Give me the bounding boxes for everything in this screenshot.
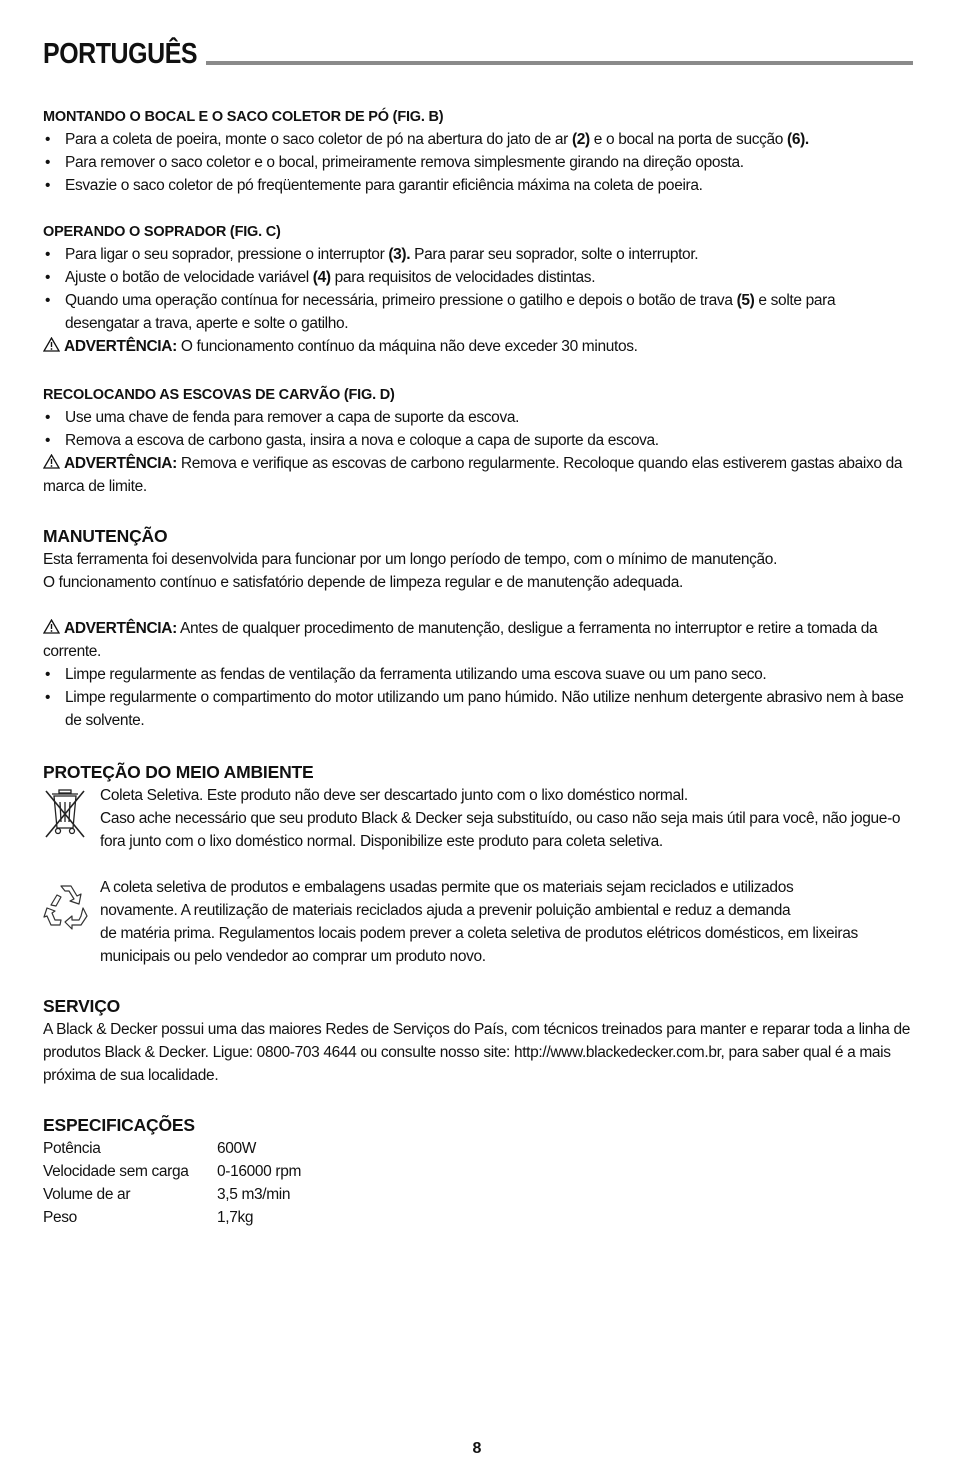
section-fig-b — [43, 106, 911, 197]
crossed-out-bin-icon — [43, 788, 87, 847]
section-heading: SERVIÇO — [43, 996, 121, 1016]
list-item: • Limpe regularmente o compartimento do motor utilizando um pano húmido. Não utilize nenhum detergente abrasivo nem à base de solvente. — [43, 686, 911, 732]
paragraph: Caso ache necessário que seu produto Black & Decker seja substituído, ou caso não seja mais útil para você, não jogue-o fora junto com o lixo doméstico normal. Disponibilize este produto para coleta seletiva. — [100, 810, 901, 850]
paragraph-line: A coleta seletiva de produtos e embalagens usadas permite que os materiais sejam reciclados e utilizados — [100, 879, 794, 896]
list-item: • Esvazie o saco coletor de pó freqüentemente para garantir eficiência máxima na coleta de poeira. — [43, 174, 911, 197]
section-fig-d — [43, 384, 911, 498]
section-heading: MANUTENÇÃO — [43, 526, 168, 546]
section-especificacoes — [43, 1113, 911, 1229]
list-item: • Para ligar o seu soprador, pressione o interruptor (3). Para parar seu soprador, solte o interruptor. — [43, 243, 911, 266]
section-heading: MONTANDO O BOCAL E O SACO COLETOR DE PÓ (FIG. B) — [43, 109, 444, 125]
warning-label: ADVERTÊNCIA: — [64, 455, 177, 472]
section-heading: PROTEÇÃO DO MEIO AMBIENTE — [43, 762, 314, 782]
list-item: • Para remover o saco coletor e o bocal, primeiramente remova simplesmente girando na direção oposta. — [43, 151, 911, 174]
warning-label: ADVERTÊNCIA: — [64, 620, 177, 637]
warning-triangle-icon — [43, 453, 60, 468]
paragraph: Coleta Seletiva. Este produto não deve ser descartado junto com o lixo doméstico normal. — [100, 787, 688, 804]
warning-label: ADVERTÊNCIA: — [64, 338, 177, 355]
paragraph-line: novamente. A reutilização de materiais reciclados ajuda a prevenir poluição ambiental e reduz a demanda — [100, 902, 791, 919]
table-row: Velocidade sem carga 0-16000 rpm — [43, 1163, 302, 1180]
paragraph: Esta ferramenta foi desenvolvida para funcionar por um longo período de tempo, com o mínimo de manutenção. — [43, 551, 778, 568]
language-title: PORTUGUÊS — [43, 38, 198, 70]
bullet-list — [43, 663, 911, 732]
bullet-list — [43, 128, 911, 197]
warning-triangle-icon — [43, 336, 60, 351]
page-header — [43, 36, 913, 76]
section-manutencao — [43, 524, 911, 732]
spec-table — [43, 1137, 301, 1229]
list-item: • Ajuste o botão de velocidade variável (4) para requisitos de velocidades distintas. — [43, 266, 911, 289]
section-heading: RECOLOCANDO AS ESCOVAS DE CARVÃO (FIG. D) — [43, 387, 395, 403]
warning-note: ADVERTÊNCIA: Antes de qualquer procedimento de manutenção, desligue a ferramenta no interruptor e retire a tomada da corrente. — [43, 620, 878, 660]
section-ambiente — [43, 760, 911, 968]
paragraph: A Black & Decker possui uma das maiores Redes de Serviços do País, com técnicos treinados para manter e reparar toda a linha de produtos Black & Decker. Ligue: 0800-703 4644 ou consulte nosso site: http://www.blackedecker.com.br, para saber qual é a mais próxima de sua localidade. — [43, 1021, 911, 1084]
list-item: • Para a coleta de poeira, monte o saco coletor de pó na abertura do jato de ar (2) e o bocal na porta de sucção (6). — [43, 128, 911, 151]
bullet-list — [43, 243, 911, 335]
page-number: 8 — [472, 1440, 482, 1457]
list-item: • Use uma chave de fenda para remover a capa de suporte da escova. — [43, 406, 911, 429]
recycle-block — [43, 876, 911, 968]
section-heading: ESPECIFICAÇÕES — [43, 1115, 195, 1135]
list-item: • Remova a escova de carbono gasta, insira a nova e coloque a capa de suporte da escova. — [43, 429, 911, 452]
section-heading: OPERANDO O SOPRADOR (FIG. C) — [43, 224, 281, 240]
section-fig-c — [43, 221, 911, 358]
section-servico — [43, 994, 911, 1087]
list-item: • Limpe regularmente as fendas de ventilação da ferramenta utilizando uma escova suave ou um pano seco. — [43, 663, 911, 686]
paragraph-line: de matéria prima. Regulamentos locais podem prever a coleta seletiva de produtos elétricos domésticos, em lixeiras — [100, 925, 858, 942]
paragraph-line: municipais ou pelo vendedor ao comprar um produto novo. — [100, 948, 486, 965]
table-row: Potência 600W — [43, 1140, 257, 1157]
weee-block — [43, 784, 911, 853]
warning-note: ADVERTÊNCIA: Remova e verifique as escovas de carbono regularmente. Recoloque quando elas estiverem gastas abaixo da marca de limite. — [43, 455, 903, 495]
paragraph: O funcionamento contínuo e satisfatório depende de limpeza regular e de manutenção adequada. — [43, 574, 683, 591]
list-item: • Quando uma operação contínua for necessária, primeiro pressione o gatilho e depois o botão de trava (5) e solte para desengatar a trava, aperte e solte o gatilho. — [43, 289, 911, 335]
header-rule — [206, 61, 913, 65]
table-row: Volume de ar 3,5 m3/min — [43, 1186, 291, 1203]
warning-note: ADVERTÊNCIA: O funcionamento contínuo da máquina não deve exceder 30 minutos. — [43, 335, 911, 358]
bullet-list — [43, 406, 911, 452]
recycle-icon — [43, 880, 91, 937]
table-row: Peso 1,7kg — [43, 1209, 254, 1226]
warning-triangle-icon — [43, 618, 60, 633]
